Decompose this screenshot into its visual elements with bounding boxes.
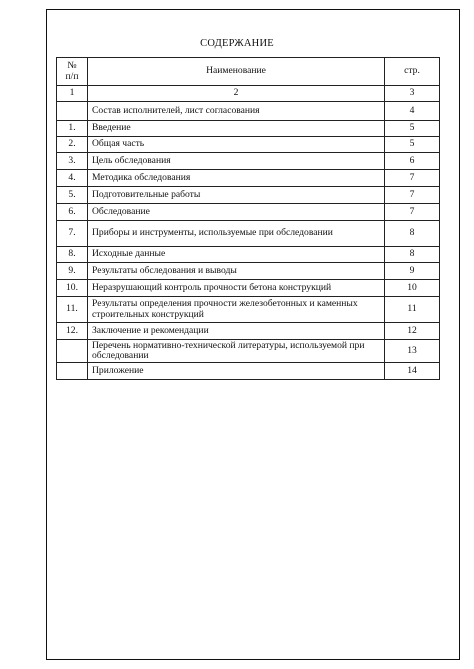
row-number: 7. (57, 221, 88, 247)
row-title: Приложение (88, 363, 385, 380)
table-row (57, 340, 440, 363)
header-name: Наименование (88, 58, 385, 86)
table-row (57, 280, 440, 297)
row-number (57, 363, 88, 380)
page-title: СОДЕРЖАНИЕ (200, 38, 274, 49)
column-index-row (57, 86, 440, 102)
row-title: Методика обследования (88, 170, 385, 187)
row-page: 7 (385, 204, 440, 221)
table-row (57, 187, 440, 204)
row-title: Неразрушающий контроль прочности бетона конструкций (88, 280, 385, 297)
row-number: 4. (57, 170, 88, 187)
table-row (57, 170, 440, 187)
column-index-3: 3 (385, 86, 440, 102)
row-title: Заключение и рекомендации (88, 323, 385, 340)
row-number: 1. (57, 121, 88, 137)
table-row (57, 363, 440, 380)
row-page: 9 (385, 263, 440, 280)
row-title: Перечень нормативно-технической литературы, используемой при обследовании (88, 340, 385, 363)
row-number: 5. (57, 187, 88, 204)
row-number: 12. (57, 323, 88, 340)
row-number: 11. (57, 297, 88, 323)
row-number (57, 102, 88, 121)
row-title: Исходные данные (88, 247, 385, 263)
row-title: Результаты определения прочности железобетонных и каменных строительных конструкций (88, 297, 385, 323)
row-title: Состав исполнителей, лист согласования (88, 102, 385, 121)
row-page: 5 (385, 137, 440, 153)
row-page: 13 (385, 340, 440, 363)
row-title: Подготовительные работы (88, 187, 385, 204)
row-number: 2. (57, 137, 88, 153)
row-page: 12 (385, 323, 440, 340)
row-number: 6. (57, 204, 88, 221)
row-page: 11 (385, 297, 440, 323)
row-title: Приборы и инструменты, используемые при обследовании (88, 221, 385, 247)
table-row (57, 323, 440, 340)
row-page: 6 (385, 153, 440, 170)
row-page: 5 (385, 121, 440, 137)
header-number: № п/п (57, 58, 88, 86)
table-row (57, 153, 440, 170)
row-page: 8 (385, 221, 440, 247)
row-number: 3. (57, 153, 88, 170)
row-page: 14 (385, 363, 440, 380)
contents-table (56, 57, 440, 380)
row-number: 8. (57, 247, 88, 263)
row-title: Общая часть (88, 137, 385, 153)
row-title: Результаты обследования и выводы (88, 263, 385, 280)
row-page: 7 (385, 170, 440, 187)
row-title: Введение (88, 121, 385, 137)
row-page: 4 (385, 102, 440, 121)
table-row (57, 221, 440, 247)
row-title: Цель обследования (88, 153, 385, 170)
row-page: 10 (385, 280, 440, 297)
table-header-row (57, 58, 440, 86)
table-row (57, 204, 440, 221)
table-row (57, 297, 440, 323)
row-page: 8 (385, 247, 440, 263)
column-index-2: 2 (88, 86, 385, 102)
column-index-1: 1 (57, 86, 88, 102)
row-page: 7 (385, 187, 440, 204)
table-row (57, 263, 440, 280)
table-row (57, 102, 440, 121)
table-row (57, 247, 440, 263)
row-number (57, 340, 88, 363)
table-row (57, 121, 440, 137)
row-number: 9. (57, 263, 88, 280)
row-title: Обследование (88, 204, 385, 221)
header-page: стр. (385, 58, 440, 86)
table-row (57, 137, 440, 153)
row-number: 10. (57, 280, 88, 297)
